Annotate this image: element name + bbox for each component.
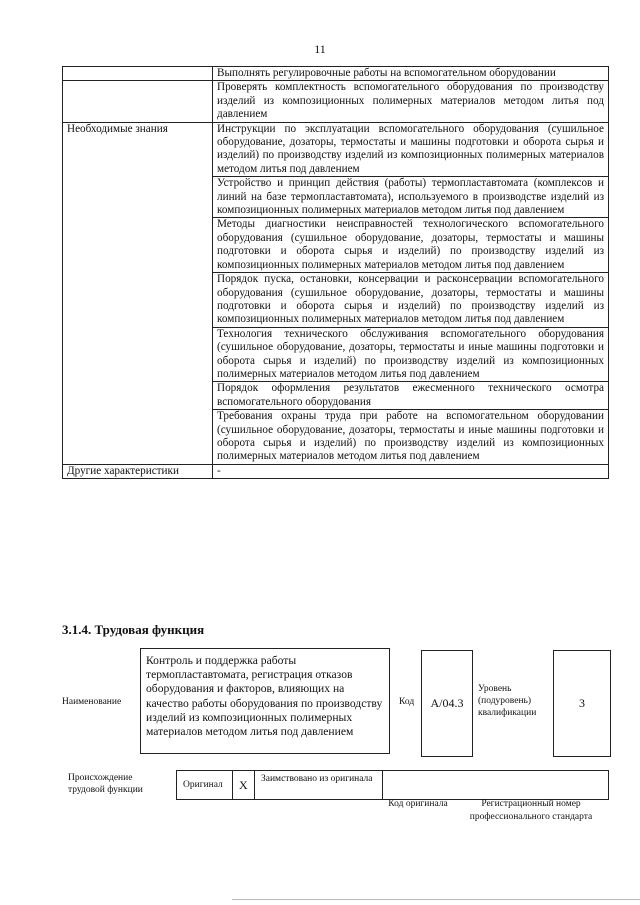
function-name-box: Контроль и поддержка работы термопластавтомата, регистрация отказов оборудования и факторов, влияющих на качество работы оборудования по производству изделий из композиционных полимерных материалов методом литья под давлением xyxy=(140,648,390,754)
footer-divider xyxy=(232,899,640,900)
row-label-knowledge: Необходимые знания xyxy=(63,122,213,464)
code-label: Код xyxy=(399,697,415,707)
level-label: Уровень (подуровень) квалификации xyxy=(478,684,537,718)
original-code-cell xyxy=(383,771,461,799)
row-text: Выполнять регулировочные работы на вспомогательном оборудовании xyxy=(213,67,609,81)
row-text: Порядок оформления результатов ежесменного технического осмотра вспомогательного оборудования xyxy=(213,382,609,410)
borrowed-cell xyxy=(255,771,383,799)
row-text: Порядок пуска, остановки, консервации и расконсервации вспомогательного оборудования (сушильное оборудование, дозаторы, термостаты и машины подготовки и оборота сырья и изделий) по производству изделий из композиционных полимерных материалов методом литья под давлением xyxy=(213,273,609,328)
page-number: 11 xyxy=(314,42,326,56)
table-row xyxy=(63,67,609,81)
row-label xyxy=(63,81,213,122)
row-label xyxy=(63,67,213,81)
row-text: Инструкции по эксплуатации вспомогательного оборудования (сушильное оборудование, дозаторы, термостаты и машины подготовки и оборота сырья и изделий) по производству изделий из композиционных полимерных материалов методом литья под давлением xyxy=(213,122,609,177)
origin-label: Происхождение трудовой функции xyxy=(68,773,143,795)
name-label: Наименование xyxy=(62,697,122,707)
row-text: - xyxy=(213,464,609,478)
original-label: Оригинал xyxy=(183,780,223,790)
table-row xyxy=(63,81,609,122)
row-text: Устройство и принцип действия (работы) термопластавтомата (комплексов и линий на базе термопластавтомата), используемого в производстве изделий из композиционных полимерных материалов методом литья под давлением xyxy=(213,177,609,218)
row-text: Требования охраны труда при работе на вспомогательном оборудовании (сушильное оборудование, дозаторы, термостаты и иные машины подготовки и оборота сырья и изделий) по производству изделий из композиционных полимерных материалов методом литья под давлением xyxy=(213,410,609,465)
original-mark: X xyxy=(239,778,248,792)
original-mark-cell xyxy=(233,771,255,799)
table-row xyxy=(63,464,609,478)
level-value: 3 xyxy=(553,650,611,757)
row-label-other: Другие характеристики xyxy=(63,464,213,478)
row-text: Методы диагностики неисправностей технологического вспомогательного оборудования (сушильное оборудование, дозаторы, термостаты и машины подготовки и оборота сырья и изделий) по производству изделий из композиционных полимерных материалов методом литья под давлением xyxy=(213,218,609,273)
skills-table xyxy=(62,66,609,479)
section-title: 3.1.4. Трудовая функция xyxy=(62,622,205,637)
origin-row xyxy=(176,770,609,800)
reg-caption: Регистрационный номер профессионального стандарта xyxy=(469,799,593,822)
table-row xyxy=(63,122,609,177)
row-text: Проверять комплектность вспомогательного оборудования по производству изделий из композиционных полимерных материалов методом литья под давлением xyxy=(213,81,609,122)
code-caption: Код оригинала xyxy=(388,799,448,809)
code-value: A/04.3 xyxy=(421,650,473,757)
borrowed-label: Заимствовано из оригинала xyxy=(261,774,373,784)
row-text: Технология технического обслуживания вспомогательного оборудования (сушильное оборудование, дозаторы, термостаты и иные машины подготовки и оборота сырья и изделий) по производству изделий из композиционных полимерных материалов методом литья под давлением xyxy=(213,327,609,382)
original-cell xyxy=(177,771,233,799)
